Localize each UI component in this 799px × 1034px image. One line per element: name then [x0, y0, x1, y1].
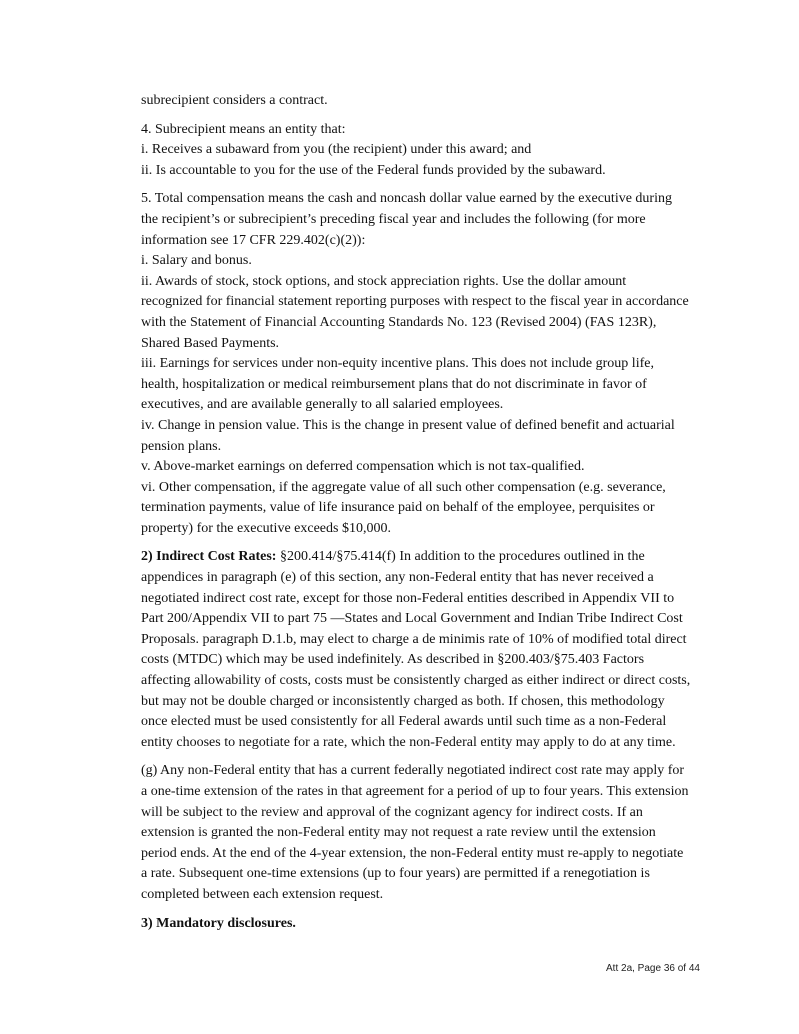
indirect-cost-first-line-text: §200.414/§75.414(f) In addition to the procedures outlined in the — [276, 549, 645, 565]
document-body — [141, 91, 709, 942]
paragraph-extension — [141, 761, 709, 905]
text-line: iv. Change in pension value. This is the change in present value of defined benefit and actuarial — [141, 417, 675, 433]
text-line: termination payments, value of life insurance paid on behalf of the employee, perquisites or — [141, 500, 655, 516]
page-footer: Att 2a, Page 36 of 44 — [606, 963, 700, 974]
text-line: entity chooses to negotiate for a rate, which the non-Federal entity may apply to do at any time. — [141, 734, 676, 750]
indirect-cost-first-line — [141, 547, 709, 568]
text-line: information see 17 CFR 229.402(c)(2)): — [141, 232, 366, 248]
text-line: subrecipient considers a contract. — [141, 93, 328, 108]
mandatory-disclosures-heading: 3) Mandatory disclosures. — [141, 915, 296, 931]
text-line: costs (MTDC) which may be used indefinitely. As described in §200.403/§75.403 Factors — [141, 652, 645, 668]
text-line: (g) Any non-Federal entity that has a current federally negotiated indirect cost rate may apply for — [141, 763, 685, 779]
text-line: pension plans. — [141, 438, 222, 454]
text-line: 4. Subrecipient means an entity that: — [141, 121, 346, 137]
text-line: but may not be double charged or inconsistently charged as both. If chosen, this methodology — [141, 693, 665, 709]
text-line: negotiated indirect cost rate, except for those non-Federal entities described in Appendix VII to — [141, 590, 675, 606]
text-line: a one-time extension of the rates in that agreement for a period of up to four years. This extension — [141, 784, 689, 799]
text-line: v. Above-market earnings on deferred compensation which is not tax-qualified. — [141, 459, 585, 475]
text-line: iii. Earnings for services under non-equity incentive plans. This does not include group life, — [141, 356, 654, 372]
text-line: extension is granted the non-Federal entity may not request a rate review until the extension — [141, 825, 656, 841]
text-line: property) for the executive exceeds $10,000. — [141, 520, 391, 536]
text-line: Proposals. paragraph D.1.b, may elect to charge a de minimis rate of 10% of modified total direct — [141, 631, 687, 647]
text-line: i. Salary and bonus. — [141, 253, 252, 269]
text-line: Shared Based Payments. — [141, 335, 280, 351]
text-line: Part 200/Appendix VII to part 75 —States and Local Government and Indian Tribe Indirect Cost — [141, 611, 683, 627]
paragraph-subrecipient-contract — [141, 91, 709, 112]
text-line: period ends. At the end of the 4-year extension, the non-Federal entity must re-apply to negotiate — [141, 845, 684, 861]
text-line: health, hospitalization or medical reimbursement plans that do not discriminate in favor of — [141, 376, 647, 392]
paragraph-subrecipient-definition — [141, 120, 709, 182]
paragraph-total-compensation — [141, 189, 709, 539]
text-line: ii. Awards of stock, stock options, and stock appreciation rights. Use the dollar amount — [141, 273, 627, 289]
text-line: appendices in paragraph (e) of this section, any non-Federal entity that has never received a — [141, 570, 654, 586]
text-line: a rate. Subsequent one-time extensions (up to four years) are permitted if a renegotiation is — [141, 866, 650, 882]
text-line: will be subject to the review and approval of the cognizant agency for indirect costs. If an — [141, 804, 643, 820]
paragraph-indirect-cost-rates — [141, 547, 709, 753]
text-line: executives, and are available generally to all salaried employees. — [141, 397, 504, 413]
text-line: the recipient’s or subrecipient’s preceding fiscal year and includes the following (for more — [141, 211, 646, 227]
text-line: vi. Other compensation, if the aggregate value of all such other compensation (e.g. severance, — [141, 479, 666, 495]
text-line: i. Receives a subaward from you (the recipient) under this award; and — [141, 142, 532, 158]
indirect-cost-body — [141, 568, 709, 753]
text-line: with the Statement of Financial Accounting Standards No. 123 (Revised 2004) (FAS 123R), — [141, 314, 657, 330]
indirect-cost-heading: 2) Indirect Cost Rates: — [141, 549, 277, 565]
text-line: ii. Is accountable to you for the use of the Federal funds provided by the subaward. — [141, 162, 606, 178]
text-line: completed between each extension request. — [141, 886, 384, 902]
text-line: affecting allowability of costs, costs must be consistently charged as either indirect or direct costs, — [141, 673, 691, 689]
text-line: recognized for financial statement reporting purposes with respect to the fiscal year in accordance — [141, 294, 689, 310]
text-line: 5. Total compensation means the cash and noncash dollar value earned by the executive during — [141, 191, 672, 207]
text-line: once elected must be used consistently for all Federal awards until such time as a non-Federal — [141, 714, 667, 730]
